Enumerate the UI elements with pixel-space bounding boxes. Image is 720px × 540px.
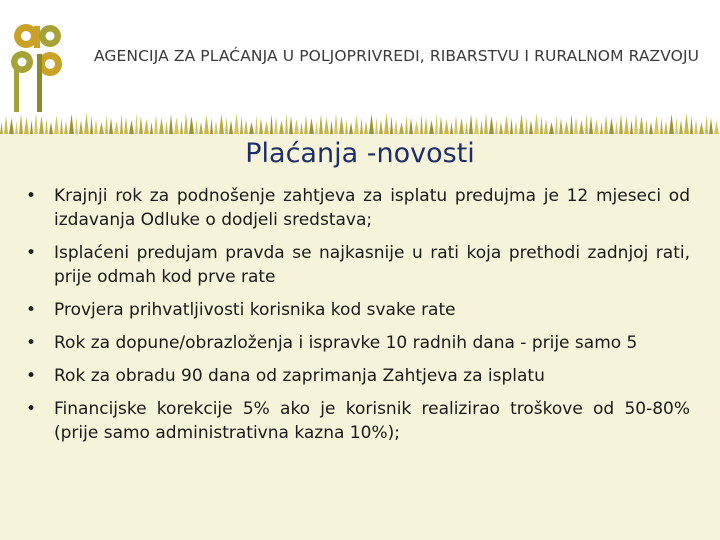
bullet-text: Krajnji rok za podnošenje zahtjeva za isplatu predujma je 12 mjeseci od izdavanja Odluke o dodjeli sredstava; [54,186,690,230]
bullet-dot-icon: • [26,366,37,386]
agency-name: AGENCIJA ZA PLAĆANJA U POLJOPRIVREDI, RIBARSTVU I RURALNOM RAZVOJU [94,47,700,65]
bullet-text: Financijske korekcije 5% ako je korisnik realizirao troškove od 50-80% (prije samo administrativna kazna 10%); [54,399,690,443]
bullet-item [26,184,690,232]
slide-header [0,0,720,118]
bullet-item [26,241,690,289]
bullet-dot-icon: • [26,186,37,206]
bullet-item [26,364,690,388]
bullet-dot-icon: • [26,333,37,353]
grass-divider [0,112,720,134]
slide-title [0,138,720,169]
bullet-item [26,331,690,355]
bullet-text: Provjera prihvatljivosti korisnika kod svake rate [54,300,456,320]
bullet-dot-icon: • [26,399,37,419]
slide-title-text: Plaćanja -novosti [245,138,475,169]
bullet-dot-icon: • [26,243,37,263]
bullet-dot-icon: • [26,300,37,320]
bullet-item [26,397,690,445]
bullet-item [26,298,690,322]
bullet-text: Isplaćeni predujam pravda se najkasnije u rati koja prethodi zadnjoj rati, prije odmah kod prve rate [54,243,690,287]
bullet-text: Rok za obradu 90 dana od zaprimanja Zahtjeva za isplatu [54,366,545,386]
bullet-list [26,184,690,454]
bullet-text: Rok za dopune/obrazloženja i ispravke 10 radnih dana - prije samo 5 [54,333,638,353]
